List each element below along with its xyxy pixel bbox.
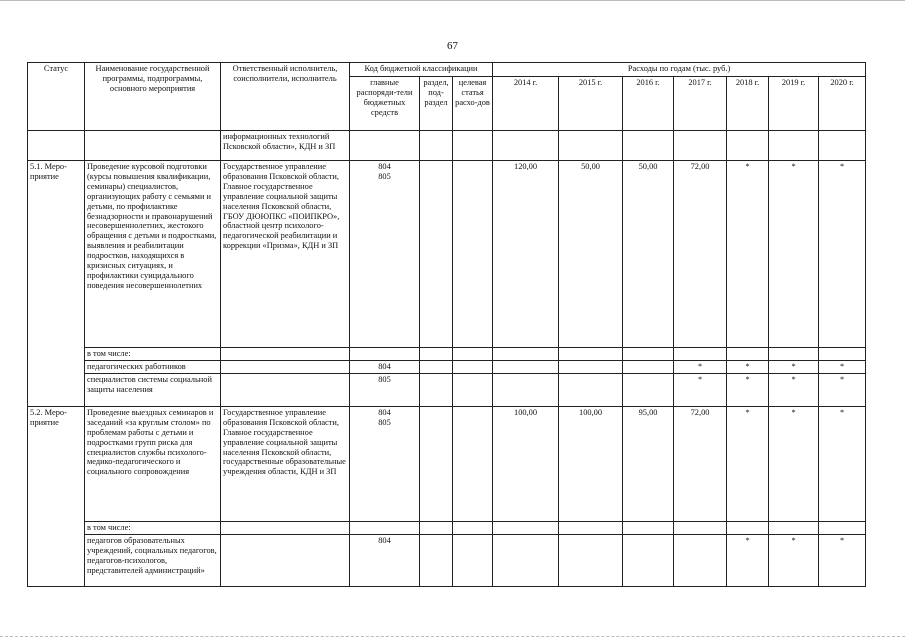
scan-edge-bottom xyxy=(0,636,905,638)
header-year: 2019 г. xyxy=(769,77,819,131)
table-row xyxy=(28,348,866,361)
including-label: в том числе: xyxy=(85,521,221,534)
header-year: 2018 г. xyxy=(727,77,769,131)
value-cell xyxy=(559,360,623,373)
header-year: 2017 г. xyxy=(674,77,727,131)
grbs-code: 804 xyxy=(350,360,420,373)
value-cell xyxy=(493,360,559,373)
including-label: в том числе: xyxy=(85,348,221,361)
value-cell: 72,00 xyxy=(674,406,727,521)
subrow-name: специалистов системы социальной защиты населения xyxy=(85,373,221,406)
status-cell: 5.1. Меро-приятие xyxy=(28,161,85,407)
value-cell: * xyxy=(819,373,866,406)
table-row xyxy=(28,131,866,161)
grbs-cell xyxy=(350,406,420,521)
value-cell: 120,00 xyxy=(493,161,559,348)
table-row xyxy=(28,373,866,406)
value-cell: 50,00 xyxy=(623,161,674,348)
status-cell: 5.2. Меро-приятие xyxy=(28,406,85,586)
header-year: 2020 г. xyxy=(819,77,866,131)
table-row xyxy=(28,521,866,534)
name-cell: Проведение курсовой подготовки (курсы повышения квалификации, семинары) специалистов, организующих работу с семьями и детьми, по профилактике безнадзорности и правонарушений несовершеннолетних, жестокого обращения с детьми и подростками, выявления и реабилитации подростков, находящихся в кризисных ситуациях, и профилактики суицидального поведения несовершеннолетних xyxy=(85,161,221,348)
subrow-name: педагогических работников xyxy=(85,360,221,373)
header-expenses: Расходы по годам (тыс. руб.) xyxy=(493,63,866,77)
value-cell: 50,00 xyxy=(559,161,623,348)
value-cell: * xyxy=(674,360,727,373)
value-cell xyxy=(559,534,623,586)
value-cell xyxy=(623,373,674,406)
value-cell xyxy=(559,373,623,406)
header-year: 2015 г. xyxy=(559,77,623,131)
header-rzpr: раздел, под-раздел xyxy=(420,77,453,131)
table-row xyxy=(28,534,866,586)
responsible-cell: Государственное управление образования Псковской области, Главное государственное управление социальной защиты населения Псковской области, государственные образовательные учреждения области, КДН и ЗП xyxy=(221,406,350,521)
grbs-code: 804 xyxy=(378,407,391,417)
value-cell: * xyxy=(769,360,819,373)
value-cell: * xyxy=(819,406,866,521)
header-responsible: Ответственный исполнитель, соисполнители, исполнитель xyxy=(221,63,350,131)
value-cell xyxy=(493,534,559,586)
header-name: Наименование государственной программы, подпрограммы, основного мероприятия xyxy=(85,63,221,131)
value-cell: * xyxy=(819,534,866,586)
responsible-cell: информационных технологий Псковской области», КДН и ЗП xyxy=(221,131,350,161)
header-csr: целевая статья расхо-дов xyxy=(453,77,493,131)
grbs-code: 804 xyxy=(350,534,420,586)
value-cell: * xyxy=(727,360,769,373)
value-cell xyxy=(623,534,674,586)
page-number: 67 xyxy=(447,40,458,52)
header-budget-code: Код бюджетной классификации xyxy=(350,63,493,77)
value-cell: * xyxy=(727,534,769,586)
value-cell: * xyxy=(819,360,866,373)
name-cell: Проведение выездных семинаров и заседаний «за круглым столом» по проблемам работы с детьми и подростками групп риска для специалистов службы психолого-медико-педагогического и социального сопровождения xyxy=(85,406,221,521)
value-cell: * xyxy=(769,161,819,348)
value-cell: * xyxy=(819,161,866,348)
value-cell xyxy=(493,373,559,406)
value-cell: * xyxy=(727,406,769,521)
grbs-code: 805 xyxy=(378,171,391,181)
value-cell: 100,00 xyxy=(559,406,623,521)
grbs-code: 805 xyxy=(350,373,420,406)
value-cell: * xyxy=(674,373,727,406)
grbs-code: 805 xyxy=(378,417,391,427)
header-status: Статус xyxy=(28,63,85,131)
header-year: 2014 г. xyxy=(493,77,559,131)
value-cell xyxy=(623,360,674,373)
value-cell: 95,00 xyxy=(623,406,674,521)
value-cell: 72,00 xyxy=(674,161,727,348)
budget-table xyxy=(27,62,866,587)
subrow-name: педагогов образовательных учреждений, социальных педагогов, педагогов-психологов, представителей администраций» xyxy=(85,534,221,586)
value-cell: * xyxy=(769,373,819,406)
table-row xyxy=(28,406,866,521)
table-row xyxy=(28,161,866,348)
scan-edge-top xyxy=(0,0,905,1)
grbs-cell xyxy=(350,161,420,348)
value-cell: 100,00 xyxy=(493,406,559,521)
value-cell xyxy=(674,534,727,586)
value-cell: * xyxy=(769,534,819,586)
grbs-code: 804 xyxy=(378,162,391,171)
value-cell: * xyxy=(727,161,769,348)
header-grbs: главные распоряди-тели бюджетных средств xyxy=(350,77,420,131)
value-cell: * xyxy=(769,406,819,521)
value-cell: * xyxy=(727,373,769,406)
table-row xyxy=(28,360,866,373)
responsible-cell: Государственное управление образования Псковской области, Главное государственное управление социальной защиты населения Псковской области, ГБОУ ДЮЮПКС «ПОИПКРО», областной центр психолого-педагогической реабилитации и коррекции «Призма», КДН и ЗП xyxy=(221,161,350,348)
header-year: 2016 г. xyxy=(623,77,674,131)
